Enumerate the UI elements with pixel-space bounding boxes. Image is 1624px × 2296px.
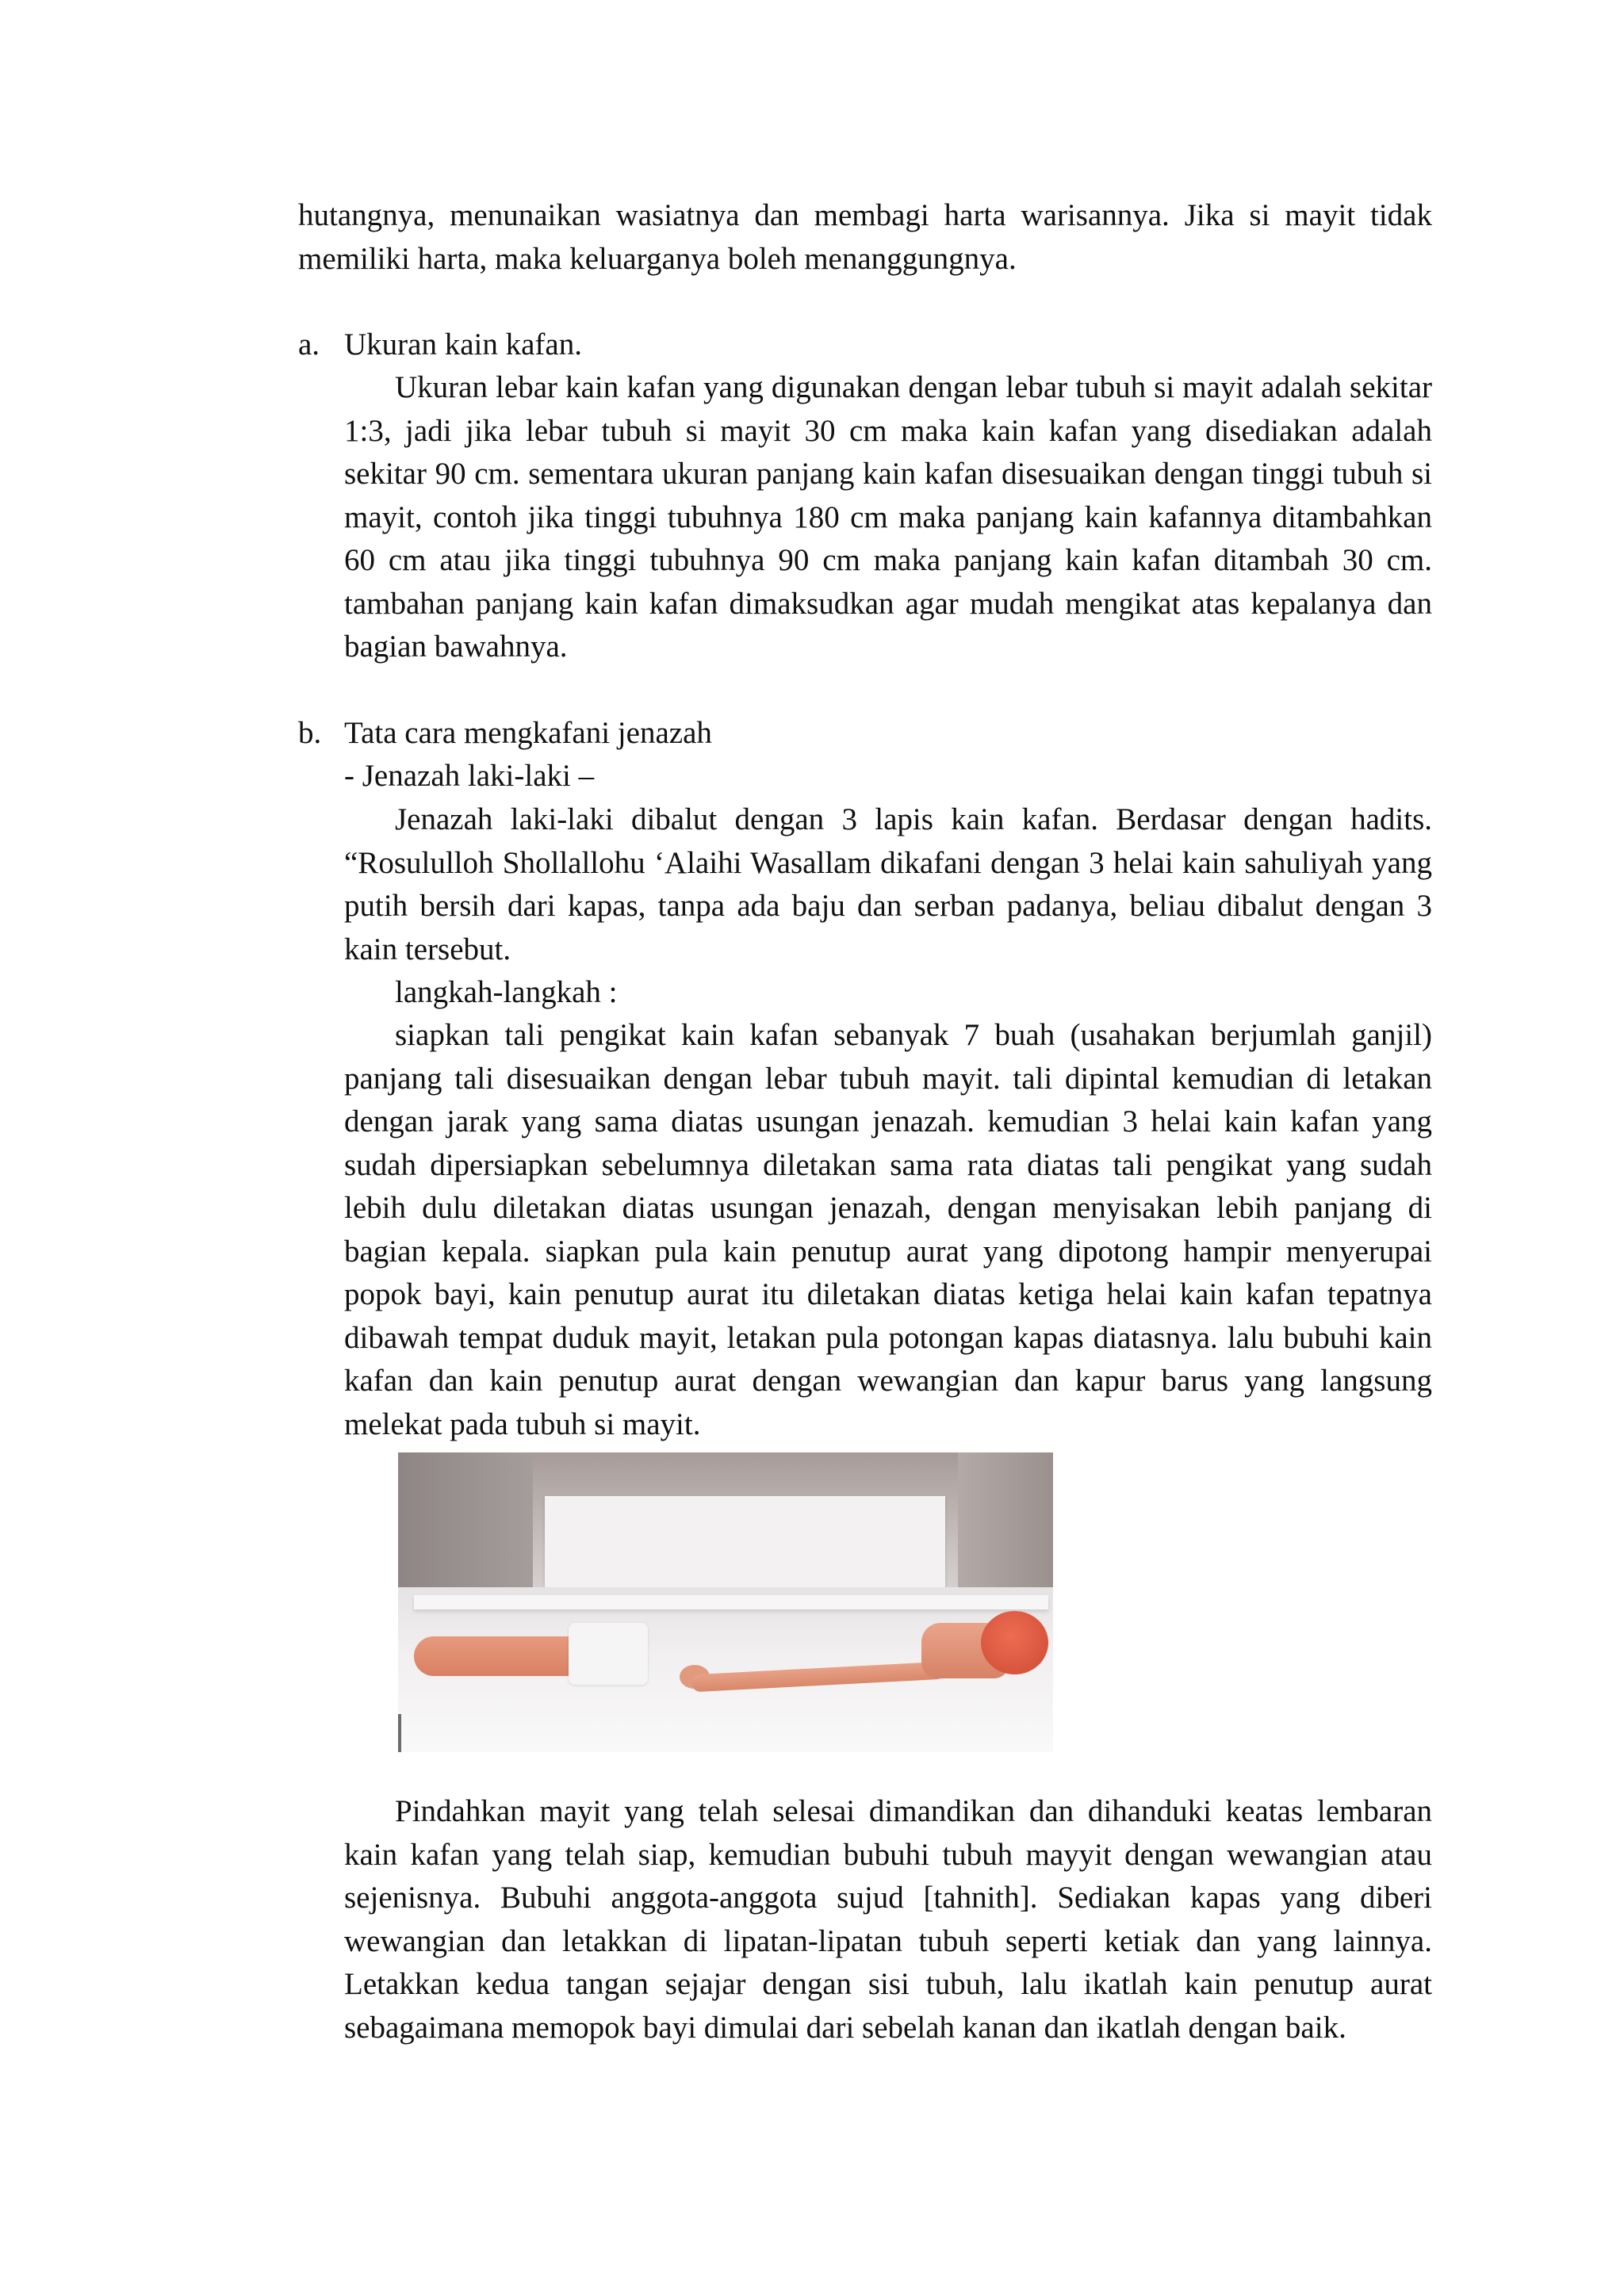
photo-edge (398, 1714, 401, 1752)
photo-aurat-cloth (569, 1623, 648, 1685)
section-b-paragraph-2: siapkan tali pengikat kain kafan sebanyak 7 buah (usahakan berjumlah ganjil) panjang tali disesuaikan dengan lebar tubuh mayit. tali dipintal kemudian di letakan dengan jarak yang sama diatas usungan jenazah. kemudian 3 helai kain kafan yang sudah dipersiapkan sebelumnya diletakan sama rata diatas tali pengikat yang sudah lebih dulu diletakan diatas usungan jenazah, dengan menyisakan lebih panjang di bagian kepala. siapkan pula kain penutup aurat yang dipotong hampir menyerupai popok bayi, kain penutup aurat itu diletakan diatas ketiga helai kain kafan tepatnya dibawah tempat duduk mayit, letakan pula potongan kapas diatasnya. lalu bubuhi kain kafan dan kain penutup aurat dengan wewangian dan kapur barus yang langsung melekat pada tubuh si mayit. (344, 1018, 1432, 1441)
section-b-heading (298, 712, 1432, 756)
section-a-heading (298, 323, 1432, 367)
section-b-subheading: - Jenazah laki-laki – (344, 759, 595, 793)
photo-wall-left (398, 1452, 533, 1595)
photo-legs (414, 1636, 592, 1676)
section-b-heading-text: Tata cara mengkafani jenazah (344, 716, 712, 750)
section-a-body: Ukuran lebar kain kafan yang digunakan dengan lebar tubuh si mayit adalah sekitar 1:3, jadi jika lebar tubuh si mayit 30 cm maka kain kafan yang disediakan adalah sekitar 90 cm. sementara ukuran panjang kain kafan disesuaikan dengan tinggi tubuh si mayit, contoh jika tinggi tubuhnya 180 cm maka panjang kain kafannya ditambahkan 60 cm atau jika tinggi tubuhnya 90 cm maka panjang kain kafan ditambah 30 cm. tambahan panjang kain kafan dimaksudkan agar mudah mengikat atas kepalanya dan bagian bawahnya. (344, 370, 1432, 664)
section-b-paragraph-1: Jenazah laki-laki dibalut dengan 3 lapis kain kafan. Berdasar dengan hadits. “Rosululloh Shollallohu ‘Alaihi Wasallam dikafani dengan 3 helai kain sahuliyah yang putih bersih dari kapas, tanpa ada baju dan serban padanya, beliau dibalut dengan 3 kain tersebut. (344, 802, 1432, 966)
section-a-heading-text: Ukuran kain kafan. (344, 327, 582, 362)
photo-cloth-edge (414, 1595, 1048, 1609)
section-b-marker: b. (298, 716, 322, 750)
section-b-paragraph-3: Pindahkan mayit yang telah selesai dimandikan dan dihanduki keatas lembaran kain kafan yang telah siap, kemudian bubuhi tubuh mayyit dengan wewangian atau sejenisnya. Bubuhi anggota-anggota sujud [tahnith]. Sediakan kapas yang diberi wewangian dan letakkan di lipatan-lipatan tubuh seperti ketiak dan yang lainnya. Letakkan kedua tangan sejajar dengan sisi tubuh, lalu ikatlah kain penutup aurat sebagaimana memopok bayi dimulai dari sebelah kanan dan ikatlah dengan baik. (344, 1794, 1432, 2045)
intro-paragraph: hutangnya, menunaikan wasiatnya dan membagi harta warisannya. Jika si mayit tidak memiliki harta, maka keluarganya boleh menanggungnya. (298, 198, 1432, 276)
shrouding-photo (398, 1452, 1053, 1752)
photo-head (981, 1611, 1048, 1674)
section-a-marker: a. (298, 327, 320, 362)
steps-label: langkah-langkah : (395, 975, 618, 1009)
